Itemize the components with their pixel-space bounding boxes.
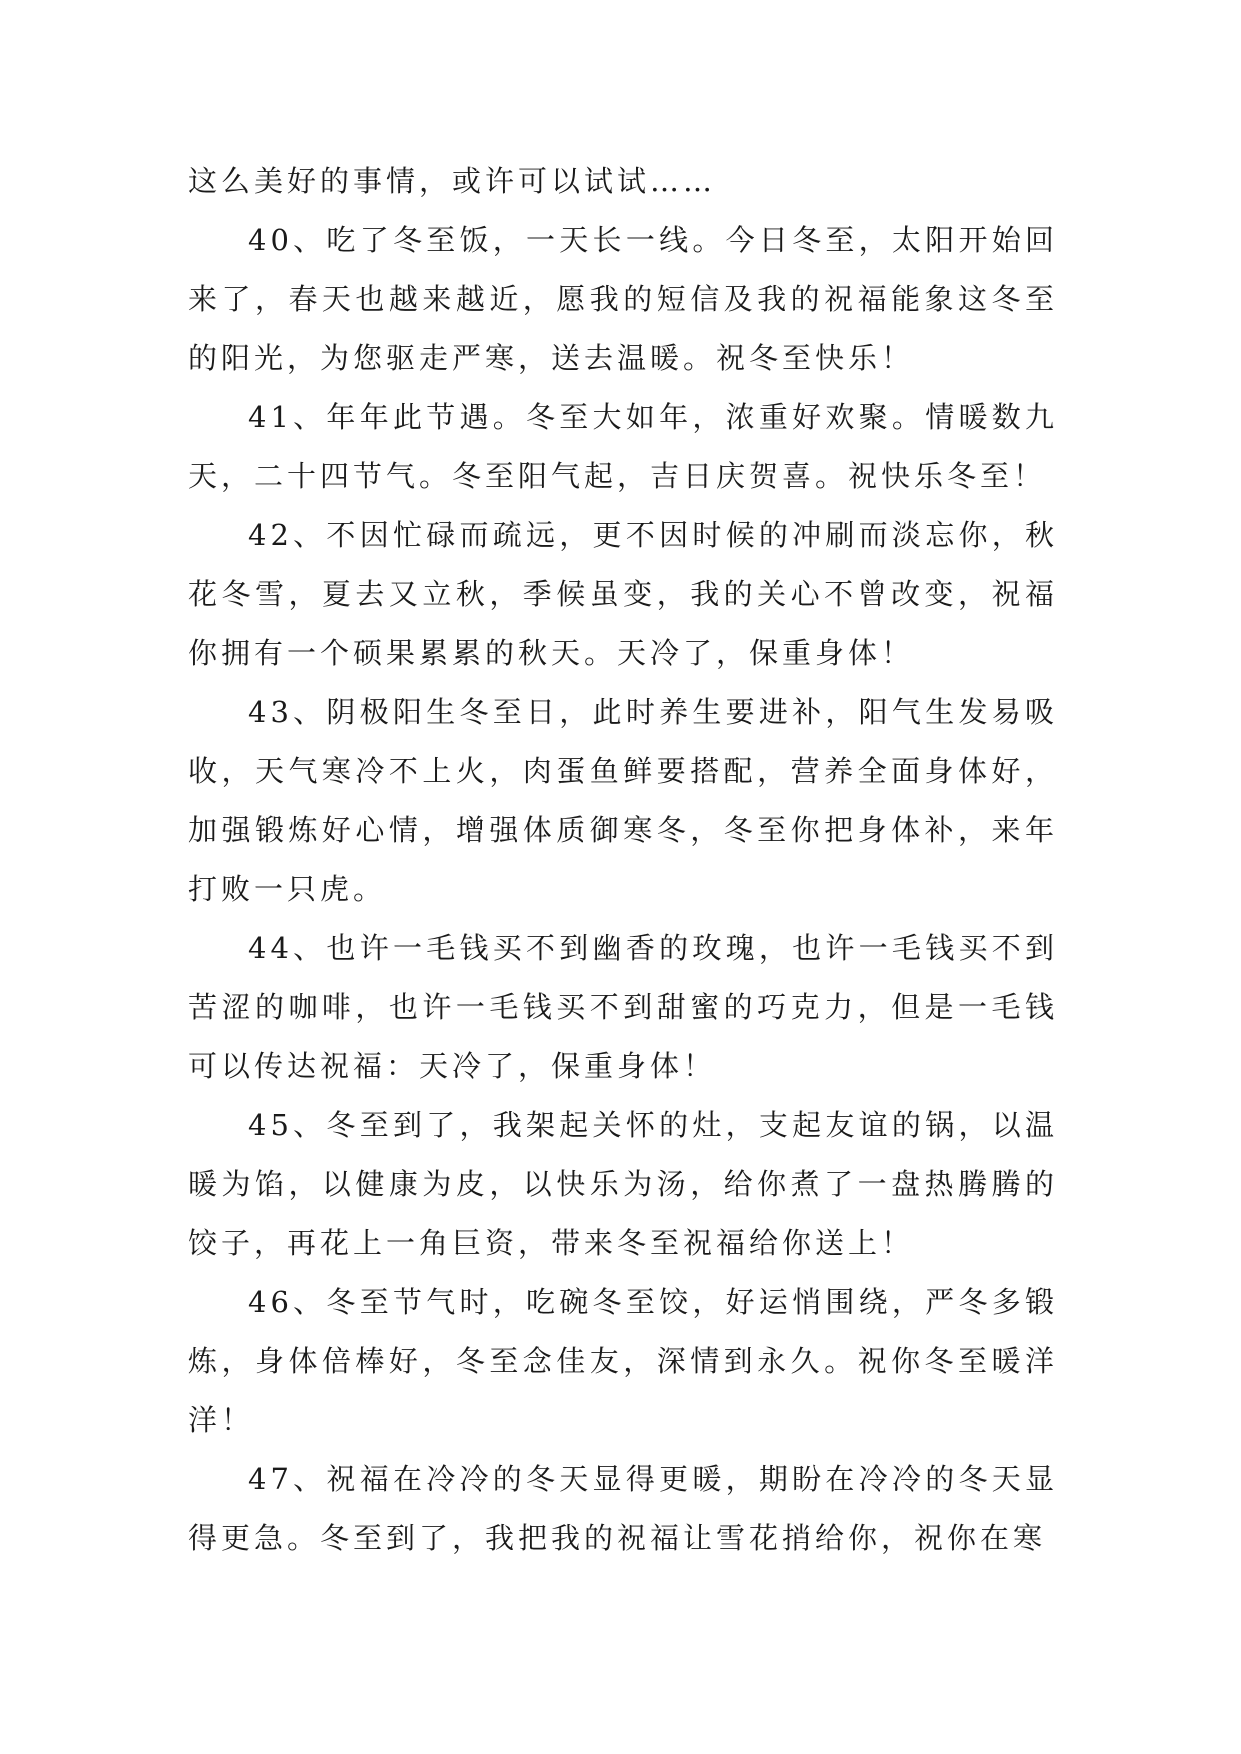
- document-body: [188, 152, 1058, 1568]
- paragraph-43: 43、阴极阳生冬至日，此时养生要进补，阳气生发易吸收，天气寒冷不上火，肉蛋鱼鲜要搭配，营养全面身体好，加强锻炼好心情，增强体质御寒冬，冬至你把身体补，来年打败一只虎。: [188, 695, 1058, 906]
- paragraph-41: 41、年年此节遇。冬至大如年，浓重好欢聚。情暖数九天，二十四节气。冬至阳气起，吉日庆贺喜。祝快乐冬至！: [188, 400, 1058, 493]
- paragraph-continuation: 这么美好的事情，或许可以试试……: [188, 164, 717, 198]
- paragraph-44: 44、也许一毛钱买不到幽香的玫瑰，也许一毛钱买不到苦涩的咖啡，也许一毛钱买不到甜蜜的巧克力，但是一毛钱可以传达祝福：天冷了，保重身体！: [188, 931, 1058, 1083]
- paragraph-46: 46、冬至节气时，吃碗冬至饺，好运悄围绕，严冬多锻炼，身体倍棒好，冬至念佳友，深情到永久。祝你冬至暖洋洋！: [188, 1285, 1058, 1437]
- paragraph-42: 42、不因忙碌而疏远，更不因时候的冲刷而淡忘你，秋花冬雪，夏去又立秋，季候虽变，我的关心不曾改变，祝福你拥有一个硕果累累的秋天。天冷了，保重身体！: [188, 518, 1058, 670]
- paragraph-40: 40、吃了冬至饭，一天长一线。今日冬至，太阳开始回来了，春天也越来越近，愿我的短信及我的祝福能象这冬至的阳光，为您驱走严寒，送去温暖。祝冬至快乐！: [188, 223, 1058, 375]
- paragraph-45: 45、冬至到了，我架起关怀的灶，支起友谊的锅，以温暖为馅，以健康为皮，以快乐为汤，给你煮了一盘热腾腾的饺子，再花上一角巨资，带来冬至祝福给你送上！: [188, 1108, 1058, 1260]
- paragraph-47: 47、祝福在冷冷的冬天显得更暖，期盼在冷冷的冬天显得更急。冬至到了，我把我的祝福让雪花捎给你，祝你在寒: [188, 1462, 1058, 1555]
